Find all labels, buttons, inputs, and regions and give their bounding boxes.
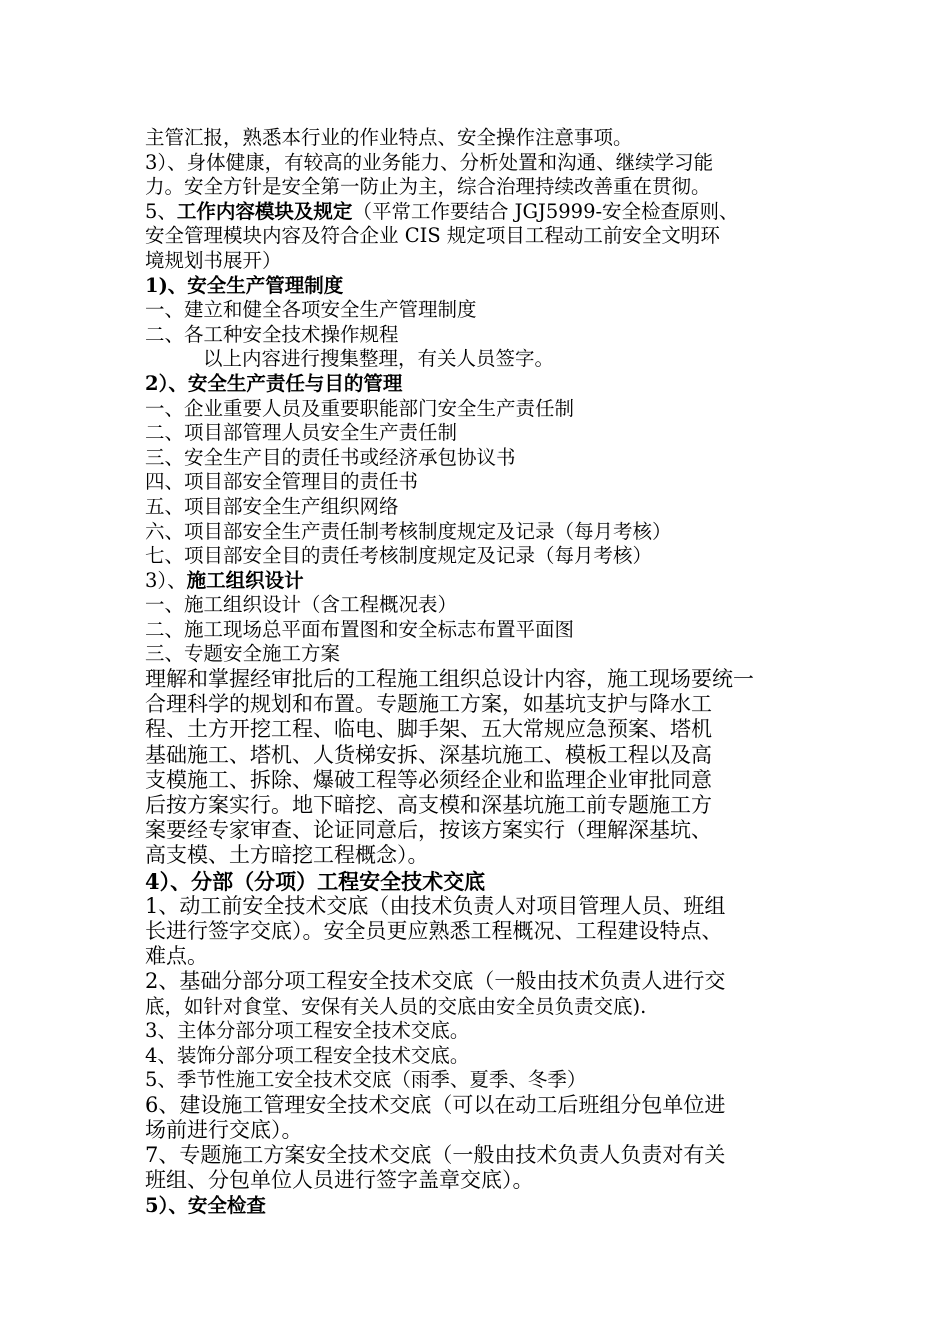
line-prefix: 3）、	[145, 568, 187, 592]
text-line: 程、土方开挖工程、临电、脚手架、五大常规应急预案、塔机	[145, 717, 712, 742]
text-line: 基础施工、塔机、人货梯安拆、深基坑施工、模板工程以及高	[145, 742, 712, 767]
text-line: 1、动工前安全技术交底（由技术负责人对项目管理人员、班组	[145, 893, 726, 918]
text-line: 一、企业重要人员及重要职能部门安全生产责任制	[145, 396, 575, 420]
bold-heading: 施工组织设计	[186, 568, 304, 592]
text-line: 一、建立和健全各项安全生产管理制度	[145, 298, 477, 322]
text-line: 合理科学的规划和布置。专题施工方案，如基坑支护与降水工	[145, 692, 712, 717]
text-line: 案要经专家审查、论证同意后，按该方案实行（理解深基坑、	[145, 818, 712, 843]
text-line: 场前进行交底）。	[145, 1118, 303, 1143]
text-line	[145, 200, 825, 225]
text-line: 境规划书展开）	[145, 248, 282, 272]
text-line: 7、专题施工方案安全技术交底（一般由技术负责人负责对有关	[145, 1143, 726, 1168]
text-line: 高支模、土方暗挖工程概念）。	[145, 843, 429, 868]
section-heading: 5）、安全检查	[145, 1193, 266, 1217]
text-line: 4、装饰分部分项工程安全技术交底。	[145, 1043, 470, 1067]
text-line: 2、基础分部分项工程安全技术交底（一般由技术负责人进行交	[145, 969, 726, 994]
text-line: 5、季节性施工安全技术交底（雨季、夏季、冬季）	[145, 1068, 587, 1092]
text-line: 安全管理模块内容及符合企业 CIS 规定项目工程动工前安全文明环	[145, 224, 720, 248]
text-line: 3）、身体健康，有较高的业务能力、分析处置和沟通、继续学习能	[145, 150, 714, 174]
section-heading: 1)、安全生产管理制度	[145, 273, 344, 297]
text-line: 三、安全生产目的责任书或经济承包协议书	[145, 445, 516, 469]
text-line: 6、建设施工管理安全技术交底（可以在动工后班组分包单位进	[145, 1092, 726, 1117]
section-heading: 2）、安全生产责任与目的管理	[145, 371, 403, 395]
bold-heading: 工作内容模块及规定	[176, 199, 353, 223]
text-line: 主管汇报，熟悉本行业的作业特点、安全操作注意事项。	[145, 126, 633, 149]
line-prefix: 5、	[145, 199, 177, 223]
text-line: 二、施工现场总平面布置图和安全标志布置平面图	[145, 617, 575, 641]
text-line: 支模施工、拆除、爆破工程等必须经企业和监理企业审批同意	[145, 767, 712, 792]
text-line: 以上内容进行搜集整理，有关人员签字。	[203, 347, 555, 371]
document-page	[145, 126, 825, 1218]
text-line	[145, 569, 825, 594]
text-line: 底，如针对食堂、安保有关人员的交底由安全员负责交底).	[145, 994, 647, 1018]
text-line: 三、专题安全施工方案	[145, 642, 341, 666]
text-line: 一、施工组织设计（含工程概况表）	[145, 593, 458, 617]
text-line: 四、项目部安全管理目的责任书	[145, 470, 419, 494]
text-line: 七、项目部安全目的责任考核制度规定及记录（每月考核）	[145, 544, 653, 568]
text-line: 六、项目部安全生产责任制考核制度规定及记录（每月考核）	[145, 519, 672, 543]
section-heading: 4）、分部（分项）工程安全技术交底	[145, 868, 486, 894]
line-rest: （平常工作要结合 JGJ5999-安全检查原则、	[352, 199, 739, 223]
text-line: 二、各工种安全技术操作规程	[145, 322, 399, 346]
text-line: 难点。	[145, 944, 208, 969]
text-line: 五、项目部安全生产组织网络	[145, 494, 399, 518]
text-line: 后按方案实行。地下暗挖、高支模和深基坑施工前专题施工方	[145, 793, 712, 817]
text-line: 二、项目部管理人员安全生产责任制	[145, 421, 458, 445]
text-line: 3、主体分部分项工程安全技术交底。	[145, 1019, 470, 1043]
text-line: 力。安全方针是安全第一防止为主，综合治理持续改善重在贯彻。	[145, 175, 711, 199]
text-line: 理解和掌握经审批后的工程施工组织总设计内容，施工现场要统一	[145, 667, 754, 692]
text-line: 班组、分包单位人员进行签字盖章交底）。	[145, 1168, 534, 1193]
text-line: 长进行签字交底）。安全员更应熟悉工程概况、工程建设特点、	[145, 918, 723, 943]
